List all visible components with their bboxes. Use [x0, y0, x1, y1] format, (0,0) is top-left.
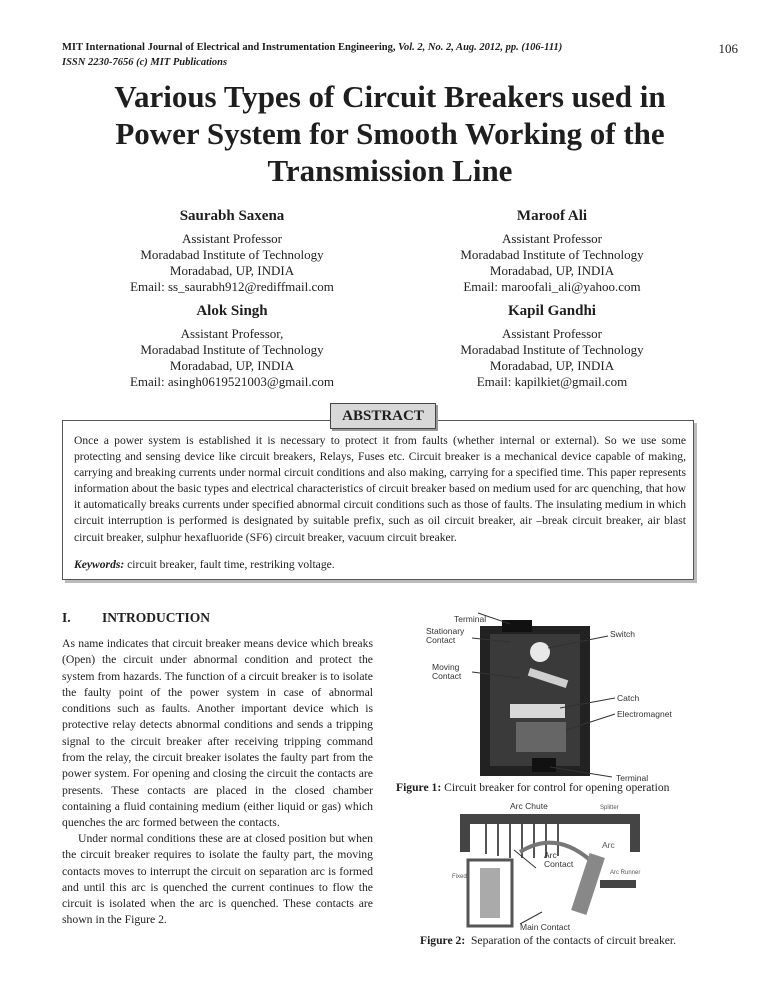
label-catch: Catch	[617, 693, 640, 703]
journal-name: MIT International Journal of Electrical and Instrumentation Engineering,	[62, 42, 396, 53]
keywords-label: Keywords:	[74, 558, 125, 571]
author-email: Email: asingh0619521003@gmail.com	[129, 374, 335, 389]
label-contact: Contact	[432, 671, 462, 681]
label-arc-contact: Contact	[544, 859, 574, 869]
label-arc: Arc	[602, 840, 615, 850]
keywords	[74, 558, 335, 571]
journal-header	[62, 40, 562, 70]
figure-2-caption-text: Separation of the contacts of circuit breaker.	[470, 934, 677, 947]
label-arc-chute: Arc Chute	[510, 801, 548, 811]
figure-2-caption	[420, 934, 676, 947]
paper-title	[70, 78, 710, 189]
abstract-label: ABSTRACT	[330, 403, 436, 429]
label-fixed: Fixed	[452, 874, 467, 880]
author-block	[402, 208, 702, 295]
section-number: I.	[62, 610, 71, 625]
intro-paragraph-2: Under normal conditions these are at closed position but when the circuit breaker requires to isolate the faulty part, the moving contacts moves to interrupt the circuit on separation arc is formed and until this arc is quenched the current continues to flow the circuit is isolated when the arc is quenched. These contacts are shown in the Figure 2.	[62, 832, 373, 927]
section-heading	[62, 610, 210, 626]
title-line-2: Power System for Smooth Working of the	[115, 116, 665, 151]
terminal-top-part	[502, 620, 532, 632]
page-number: 106	[718, 41, 738, 56]
label-stationary: Stationary	[426, 626, 465, 636]
author-city: Moradabad, UP, INDIA	[169, 358, 295, 373]
leader-line	[514, 850, 536, 868]
author-block	[82, 303, 382, 390]
figure-2-caption-label: Figure 2:	[420, 934, 466, 947]
keywords-text: circuit breaker, fault time, restriking voltage.	[127, 558, 335, 571]
author-institute: Moradabad Institute of Technology	[140, 247, 324, 262]
title-line-3: Transmission Line	[267, 153, 513, 188]
arc-runner-bar	[600, 880, 636, 888]
abstract-text: Once a power system is established it is necessary to protect it from faults (whether internal or external). So we use some protecting and sensing device like circuit breakers, Relays, Fuses etc. Circuit breaker is a mechanical device capable of making, carrying and breaking currents under normal circuit conditions and also making, carrying for a specified time. This paper represents information about the basic types and electrical characteristics of circuit breaker based on medium used for arc quenching, that how it automatically breaks currents under specified abnormal circuit conditions such as those of faults. The insulating medium in which circuit interruption is performed is designated by suitable prefix, such as oil circuit breaker, air –break circuit breaker, air blast circuit breaker, sulphur hexafluoride (SF6) circuit breaker, vacuum circuit breaker.	[74, 434, 686, 544]
title-line-1: Various Types of Circuit Breakers used in	[114, 79, 666, 114]
label-arc-runner: Arc Runner	[610, 870, 641, 876]
terminal-bottom-part	[532, 758, 556, 772]
author-role: Assistant Professor	[501, 326, 603, 341]
author-email: Email: maroofali_ali@yahoo.com	[463, 279, 641, 294]
moving-contact	[571, 853, 605, 915]
author-role: Assistant Professor,	[180, 326, 284, 341]
author-city: Moradabad, UP, INDIA	[489, 263, 615, 278]
figure-1-caption-text: Circuit breaker for control for opening operation	[444, 781, 670, 794]
switch-knob	[530, 642, 550, 662]
journal-volume: Vol. 2, No. 2, Aug. 2012, pp. (106-111)	[398, 42, 563, 53]
figure-1-caption-label: Figure 1:	[396, 781, 442, 794]
intro-paragraph-1: As name indicates that circuit breaker means device which breaks (Open) the circuit under abnormal condition and protect the system from hazards. The function of a circuit breaker is to isolate the faulty point of the power system in case of abnormal conditions such as faults. Another important device which is protective relay detects abnormal conditions and sends a tripping signal to the circuit breaker after receiving tripping command from the relay, the circuit breaker isolates the faulty part from the power system. For opening and closing the circuit the contacts are presents. These contacts are placed in the closed chamber containing a fluid containing medium (either liquid or gas) which quenches the arc formed between the contacts.	[62, 637, 373, 830]
author-block	[82, 208, 382, 295]
figure-2-diagram	[450, 800, 650, 932]
label-moving: Moving	[432, 662, 460, 672]
figure-1-diagram	[420, 612, 700, 782]
author-role: Assistant Professor	[181, 231, 283, 246]
label-splitter: Splitter	[600, 805, 619, 811]
label-terminal-bottom: Terminal	[616, 773, 649, 782]
author-name: Alok Singh	[196, 303, 268, 319]
figure-1-caption	[396, 781, 669, 794]
author-block	[402, 303, 702, 390]
author-institute: Moradabad Institute of Technology	[460, 247, 644, 262]
label-contact: Contact	[426, 635, 456, 645]
author-role: Assistant Professor	[501, 231, 603, 246]
author-institute: Moradabad Institute of Technology	[460, 342, 644, 357]
author-email: Email: ss_saurabh912@rediffmail.com	[130, 279, 334, 294]
author-name: Saurabh Saxena	[179, 208, 285, 224]
author-city: Moradabad, UP, INDIA	[489, 358, 615, 373]
journal-issn: ISSN 2230-7656 (c) MIT Publications	[62, 57, 228, 68]
electromagnet-coil	[516, 722, 566, 752]
label-arc-contact: Arc	[544, 850, 557, 860]
section-title: INTRODUCTION	[102, 610, 211, 625]
label-switch: Switch	[610, 629, 636, 639]
label-terminal-top: Terminal	[454, 614, 487, 624]
author-email: Email: kapilkiet@gmail.com	[476, 374, 628, 389]
catch-bar	[510, 704, 565, 718]
fixed-contact	[480, 868, 500, 918]
author-name: Maroof Ali	[516, 208, 588, 224]
author-city: Moradabad, UP, INDIA	[169, 263, 295, 278]
label-main-contact: Main Contact	[520, 922, 571, 932]
label-electromagnet: Electromagnet	[617, 709, 672, 719]
author-institute: Moradabad Institute of Technology	[140, 342, 324, 357]
author-name: Kapil Gandhi	[508, 303, 596, 319]
